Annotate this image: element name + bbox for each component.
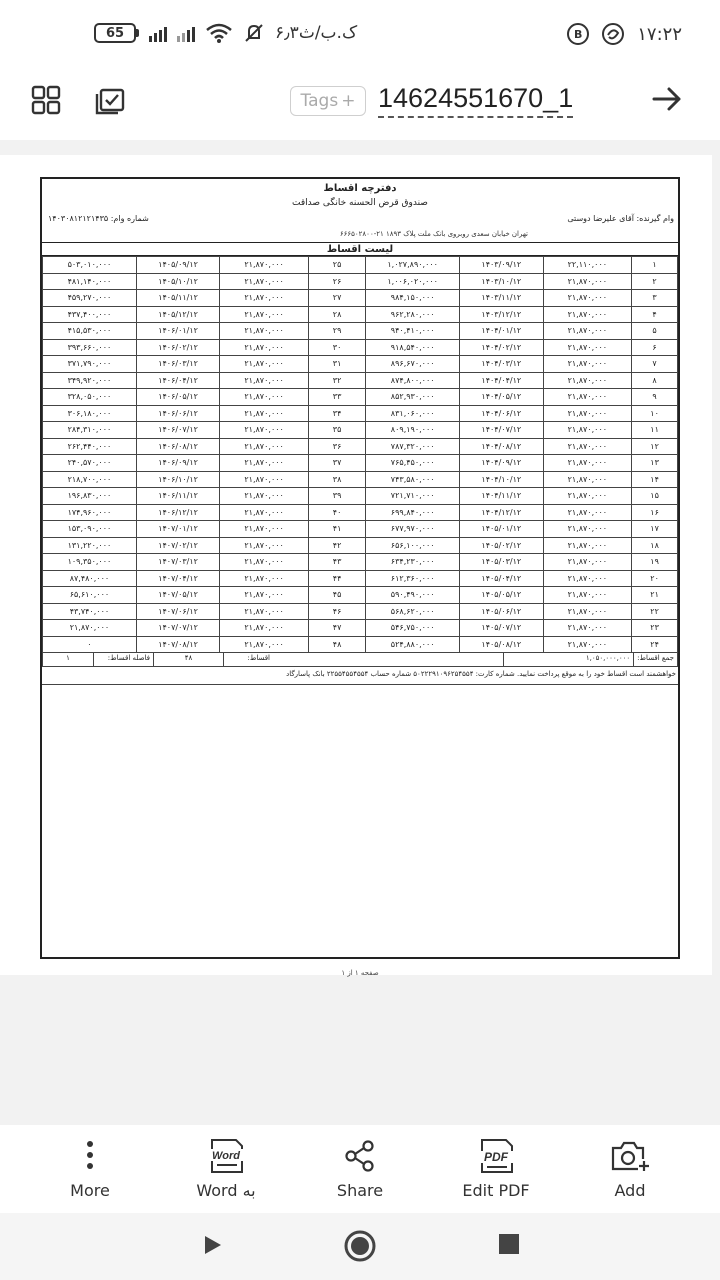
installment-no: ۸: [632, 372, 678, 389]
table-row: [43, 372, 678, 389]
installment-amount: ۲۱,۸۷۰,۰۰۰: [220, 339, 309, 356]
installment-no: ۴۲: [308, 537, 365, 554]
installment-amount: ۲۱,۸۷۰,۰۰۰: [543, 537, 632, 554]
signal-icon-2: [177, 24, 195, 42]
status-right: [567, 22, 682, 46]
notification-b-icon: B: [567, 23, 589, 45]
installment-amount: ۲۱,۸۷۰,۰۰۰: [543, 405, 632, 422]
installment-no: ۱: [632, 257, 678, 274]
due-date: ۱۴۰۴/۰۳/۱۲: [460, 356, 543, 373]
pdf-doc-icon: [476, 1139, 516, 1173]
table-row: [43, 389, 678, 406]
table-row: [43, 323, 678, 340]
installment-no: ۴۷: [308, 620, 365, 637]
summary-row: [42, 653, 678, 667]
table-row: [43, 620, 678, 637]
remaining-balance: ۸۷,۴۸۰,۰۰۰: [43, 570, 137, 587]
installment-no: ۴۶: [308, 603, 365, 620]
installment-amount: ۲۱,۸۷۰,۰۰۰: [220, 488, 309, 505]
remaining-balance: ۷۶۵,۴۵۰,۰۰۰: [366, 455, 460, 472]
installment-amount: ۲۱,۸۷۰,۰۰۰: [220, 372, 309, 389]
due-date: ۱۴۰۴/۰۸/۱۲: [460, 438, 543, 455]
battery-icon: [94, 23, 139, 43]
due-date: ۱۴۰۳/۱۰/۱۲: [460, 273, 543, 290]
due-date: ۱۴۰۶/۰۵/۱۲: [136, 389, 219, 406]
due-date: ۱۴۰۵/۱۱/۱۲: [136, 290, 219, 307]
system-nav-bar: [0, 1213, 720, 1280]
share-button[interactable]: [305, 1135, 415, 1200]
installment-no: ۴۸: [308, 636, 365, 653]
status-left: [94, 22, 357, 44]
count-value: ۴۸: [153, 653, 223, 666]
installment-amount: ۲۱,۸۷۰,۰۰۰: [220, 537, 309, 554]
installment-no: ۱۳: [632, 455, 678, 472]
due-date: ۱۴۰۶/۰۶/۱۲: [136, 405, 219, 422]
installment-no: ۱۰: [632, 405, 678, 422]
installment-amount: ۲۱,۸۷۰,۰۰۰: [543, 504, 632, 521]
due-date: ۱۴۰۴/۰۴/۱۲: [460, 372, 543, 389]
due-date: ۱۴۰۳/۱۲/۱۲: [460, 306, 543, 323]
remaining-balance: ۱۰۹,۳۵۰,۰۰۰: [43, 554, 137, 571]
payment-note: خواهشمند است اقساط خود را به موقع پرداخت نمایید. شماره کارت: ۵۰۲۲۲۹۱۰۹۶۲۵۴۵۵۴ شماره حساب ۲۲۵۵۴۵۵۴۵۵۴ بانک پاسارگاد: [42, 667, 678, 685]
add-label: Add: [614, 1181, 646, 1200]
page-number: صفحه ۱ از ۱: [341, 969, 379, 977]
table-row: [43, 554, 678, 571]
installment-no: ۳۸: [308, 471, 365, 488]
due-date: ۱۴۰۶/۰۸/۱۲: [136, 438, 219, 455]
remaining-balance: ۱۵۳,۰۹۰,۰۰۰: [43, 521, 137, 538]
remaining-balance: ۶۳۴,۲۳۰,۰۰۰: [366, 554, 460, 571]
remaining-balance: ۸۹۶,۶۷۰,۰۰۰: [366, 356, 460, 373]
installment-amount: ۲۱,۸۷۰,۰۰۰: [543, 339, 632, 356]
share-icon: [343, 1139, 377, 1173]
tags-button[interactable]: [290, 86, 366, 116]
remaining-balance: ۴۳۷,۴۰۰,۰۰۰: [43, 306, 137, 323]
remaining-balance: ۳۴۹,۹۲۰,۰۰۰: [43, 372, 137, 389]
installment-no: ۳۲: [308, 372, 365, 389]
installment-amount: ۲۲,۱۱۰,۰۰۰: [543, 257, 632, 274]
due-date: ۱۴۰۵/۰۱/۱۲: [460, 521, 543, 538]
remaining-balance: ۸۳۱,۰۶۰,۰۰۰: [366, 405, 460, 422]
installment-no: ۱۱: [632, 422, 678, 439]
remaining-balance: ۸۰۹,۱۹۰,۰۰۰: [366, 422, 460, 439]
gap-label: فاصله اقساط:: [93, 653, 153, 666]
due-date: ۱۴۰۶/۱۲/۱۲: [136, 504, 219, 521]
borrower-name: وام گیرنده: آقای علیرضا دوستی: [567, 214, 674, 223]
due-date: ۱۴۰۴/۱۰/۱۲: [460, 471, 543, 488]
remaining-balance: ۲۸۴,۳۱۰,۰۰۰: [43, 422, 137, 439]
installment-no: ۳۱: [308, 356, 365, 373]
due-date: ۱۴۰۷/۰۱/۱۲: [136, 521, 219, 538]
remaining-balance: ۸۷۴,۸۰۰,۰۰۰: [366, 372, 460, 389]
due-date: ۱۴۰۵/۰۴/۱۲: [460, 570, 543, 587]
document-viewer[interactable]: [0, 140, 720, 1125]
installment-amount: ۲۱,۸۷۰,۰۰۰: [220, 438, 309, 455]
installment-amount: ۲۱,۸۷۰,۰۰۰: [543, 471, 632, 488]
installment-amount: ۲۱,۸۷۰,۰۰۰: [220, 356, 309, 373]
installment-amount: ۲۱,۸۷۰,۰۰۰: [220, 471, 309, 488]
installment-no: ۳۷: [308, 455, 365, 472]
table-row: [43, 438, 678, 455]
installment-no: ۴۱: [308, 521, 365, 538]
installment-amount: ۲۱,۸۷۰,۰۰۰: [543, 603, 632, 620]
remaining-balance: ۹۶۲,۲۸۰,۰۰۰: [366, 306, 460, 323]
signal-icon: [149, 24, 167, 42]
gap-value: ۱: [66, 654, 70, 662]
loan-number: شماره وام: ۱۴۰۳۰۸۱۲۱۲۱۴۳۵: [48, 214, 149, 223]
installment-no: ۷: [632, 356, 678, 373]
recents-square-icon[interactable]: [498, 1233, 520, 1255]
due-date: ۱۴۰۴/۰۹/۱۲: [460, 455, 543, 472]
due-date: ۱۴۰۵/۰۷/۱۲: [460, 620, 543, 637]
doc-info-row: [42, 212, 678, 228]
remaining-balance: ۱۳۱,۲۲۰,۰۰۰: [43, 537, 137, 554]
remaining-balance: ۳۷۱,۷۹۰,۰۰۰: [43, 356, 137, 373]
installment-no: ۲: [632, 273, 678, 290]
clock: ۱۷:۲۲: [637, 23, 682, 45]
installment-no: ۴: [632, 306, 678, 323]
installment-amount: ۲۱,۸۷۰,۰۰۰: [543, 521, 632, 538]
battery-level: 65: [94, 23, 136, 43]
due-date: ۱۴۰۶/۰۴/۱۲: [136, 372, 219, 389]
installment-amount: ۲۱,۸۷۰,۰۰۰: [220, 389, 309, 406]
table-row: [43, 570, 678, 587]
remaining-balance: ۴۱۵,۵۳۰,۰۰۰: [43, 323, 137, 340]
installment-no: ۱۹: [632, 554, 678, 571]
installment-no: ۳۴: [308, 405, 365, 422]
select-pages-icon[interactable]: [94, 84, 126, 116]
remaining-balance: ۴۳,۷۴۰,۰۰۰: [43, 603, 137, 620]
remaining-balance: ۳۰۶,۱۸۰,۰۰۰: [43, 405, 137, 422]
doc-title: دفترچه اقساط: [323, 183, 397, 194]
installment-amount: ۲۱,۸۷۰,۰۰۰: [543, 438, 632, 455]
doc-address: تهران خیابان سعدی روبروی بانک ملت پلاک ۱۸۹۳ ۲۱-۶۶۶۵۰۲۸۰۰: [339, 230, 528, 238]
installment-no: ۴۵: [308, 587, 365, 604]
installment-table: [42, 256, 678, 653]
add-photo-icon: [610, 1139, 650, 1173]
doc-subtitle: صندوق قرض الحسنه خانگی صداقت: [292, 198, 428, 208]
installment-no: ۴۴: [308, 570, 365, 587]
due-date: ۱۴۰۵/۰۸/۱۲: [460, 636, 543, 653]
remaining-balance: ۶۵,۶۱۰,۰۰۰: [43, 587, 137, 604]
installment-no: ۵: [632, 323, 678, 340]
remaining-balance: ۶۵۶,۱۰۰,۰۰۰: [366, 537, 460, 554]
count-label: اقساط:: [223, 653, 273, 666]
installment-no: ۱۸: [632, 537, 678, 554]
installment-no: ۲۸: [308, 306, 365, 323]
due-date: ۱۴۰۵/۰۶/۱۲: [460, 603, 543, 620]
due-date: ۱۴۰۴/۰۷/۱۲: [460, 422, 543, 439]
remaining-balance: ۷۲۱,۷۱۰,۰۰۰: [366, 488, 460, 505]
installment-amount: ۲۱,۸۷۰,۰۰۰: [220, 405, 309, 422]
remaining-balance: ۲۶۲,۴۴۰,۰۰۰: [43, 438, 137, 455]
remaining-balance: ۴۵۹,۲۷۰,۰۰۰: [43, 290, 137, 307]
table-row: [43, 587, 678, 604]
installment-amount: ۲۱,۸۷۰,۰۰۰: [220, 554, 309, 571]
installment-amount: ۲۱,۸۷۰,۰۰۰: [220, 603, 309, 620]
due-date: ۱۴۰۷/۰۲/۱۲: [136, 537, 219, 554]
table-row: [43, 356, 678, 373]
installment-amount: ۲۱,۸۷۰,۰۰۰: [220, 587, 309, 604]
due-date: ۱۴۰۶/۰۲/۱۲: [136, 339, 219, 356]
to-word-button[interactable]: [171, 1135, 281, 1200]
installment-no: ۲۴: [632, 636, 678, 653]
installment-amount: ۲۱,۸۷۰,۰۰۰: [220, 504, 309, 521]
table-row: [43, 405, 678, 422]
installment-amount: ۲۱,۸۷۰,۰۰۰: [543, 587, 632, 604]
due-date: ۱۴۰۵/۱۰/۱۲: [136, 273, 219, 290]
remaining-balance: ۶۷۷,۹۷۰,۰۰۰: [366, 521, 460, 538]
installment-amount: ۲۱,۸۷۰,۰۰۰: [543, 306, 632, 323]
table-row: [43, 537, 678, 554]
due-date: ۱۴۰۴/۰۶/۱۲: [460, 405, 543, 422]
remaining-balance: ۴۸۱,۱۴۰,۰۰۰: [43, 273, 137, 290]
remaining-balance: ۵۴۶,۷۵۰,۰۰۰: [366, 620, 460, 637]
due-date: ۱۴۰۷/۰۶/۱۲: [136, 603, 219, 620]
installment-amount: ۲۱,۸۷۰,۰۰۰: [220, 290, 309, 307]
installment-amount: ۲۱,۸۷۰,۰۰۰: [220, 455, 309, 472]
installment-amount: ۲۱,۸۷۰,۰۰۰: [543, 570, 632, 587]
installment-no: ۲۱: [632, 587, 678, 604]
edit-pdf-button[interactable]: [441, 1135, 551, 1200]
remaining-balance: ۷۸۷,۳۲۰,۰۰۰: [366, 438, 460, 455]
table-row: [43, 488, 678, 505]
document-page: [0, 155, 712, 975]
remaining-balance: ۵۹۰,۴۹۰,۰۰۰: [366, 587, 460, 604]
table-row: [43, 521, 678, 538]
installment-no: ۱۲: [632, 438, 678, 455]
remaining-balance: ۳۹۳,۶۶۰,۰۰۰: [43, 339, 137, 356]
installment-amount: ۲۱,۸۷۰,۰۰۰: [543, 290, 632, 307]
installment-amount: ۲۱,۸۷۰,۰۰۰: [543, 422, 632, 439]
installment-no: ۲۳: [632, 620, 678, 637]
installment-booklet: [40, 177, 680, 959]
due-date: ۱۴۰۴/۰۲/۱۲: [460, 339, 543, 356]
tags-label: Tags: [300, 91, 339, 111]
installment-no: ۳۰: [308, 339, 365, 356]
installment-amount: ۲۱,۸۷۰,۰۰۰: [220, 521, 309, 538]
table-row: [43, 290, 678, 307]
edit-pdf-label: Edit PDF: [462, 1181, 530, 1200]
installment-amount: ۲۱,۸۷۰,۰۰۰: [220, 273, 309, 290]
app-notification-icon: [601, 22, 625, 46]
more-label: More: [70, 1181, 110, 1200]
due-date: ۱۴۰۶/۱۱/۱۲: [136, 488, 219, 505]
due-date: ۱۴۰۵/۰۵/۱۲: [460, 587, 543, 604]
remaining-balance: ۲۱۸,۷۰۰,۰۰۰: [43, 471, 137, 488]
table-row: [43, 455, 678, 472]
installment-no: ۲۹: [308, 323, 365, 340]
share-label: Share: [336, 1181, 384, 1200]
installment-amount: ۲۱,۸۷۰,۰۰۰: [220, 422, 309, 439]
remaining-balance: ۶۱۲,۳۶۰,۰۰۰: [366, 570, 460, 587]
due-date: ۱۴۰۶/۰۱/۱۲: [136, 323, 219, 340]
installment-no: ۴۳: [308, 554, 365, 571]
installment-amount: ۲۱,۸۷۰,۰۰۰: [543, 620, 632, 637]
remaining-balance: ۵۰۳,۰۱۰,۰۰۰: [43, 257, 137, 274]
installment-amount: ۲۱,۸۷۰,۰۰۰: [220, 306, 309, 323]
table-row: [43, 504, 678, 521]
due-date: ۱۴۰۴/۱۱/۱۲: [460, 488, 543, 505]
due-date: ۱۴۰۶/۰۳/۱۲: [136, 356, 219, 373]
more-vertical-icon: [75, 1139, 105, 1173]
due-date: ۱۴۰۳/۱۱/۱۲: [460, 290, 543, 307]
remaining-balance: ۱۹۶,۸۳۰,۰۰۰: [43, 488, 137, 505]
remaining-balance: ۷۴۳,۵۸۰,۰۰۰: [366, 471, 460, 488]
installment-no: ۲۵: [308, 257, 365, 274]
word-icon-text: Word: [212, 1150, 240, 1162]
installment-amount: ۲۱,۸۷۰,۰۰۰: [220, 636, 309, 653]
installment-no: ۲۶: [308, 273, 365, 290]
table-row: [43, 306, 678, 323]
installment-no: ۱۶: [632, 504, 678, 521]
remaining-balance: ۹۱۸,۵۴۰,۰۰۰: [366, 339, 460, 356]
table-row: [43, 603, 678, 620]
installment-amount: ۲۱,۸۷۰,۰۰۰: [220, 570, 309, 587]
table-row: [43, 257, 678, 274]
installment-amount: ۲۱,۸۷۰,۰۰۰: [543, 372, 632, 389]
back-triangle-icon[interactable]: [202, 1233, 224, 1257]
installment-no: ۳: [632, 290, 678, 307]
installment-no: ۱۷: [632, 521, 678, 538]
installment-no: ۹: [632, 389, 678, 406]
remaining-balance: ۹۸۴,۱۵۰,۰۰۰: [366, 290, 460, 307]
table-row: [43, 471, 678, 488]
installment-amount: ۲۱,۸۷۰,۰۰۰: [543, 323, 632, 340]
action-bar: [0, 1125, 720, 1213]
installment-amount: ۲۱,۸۷۰,۰۰۰: [543, 488, 632, 505]
installment-amount: ۲۱,۸۷۰,۰۰۰: [220, 620, 309, 637]
document-filename[interactable]: 14624551670_1: [378, 80, 573, 118]
remaining-balance: ۵۲۴,۸۸۰,۰۰۰: [366, 636, 460, 653]
due-date: ۱۴۰۷/۰۸/۱۲: [136, 636, 219, 653]
installment-amount: ۲۱,۸۷۰,۰۰۰: [543, 554, 632, 571]
due-date: ۱۴۰۴/۰۵/۱۲: [460, 389, 543, 406]
due-date: ۱۴۰۵/۰۳/۱۲: [460, 554, 543, 571]
installment-amount: ۲۱,۸۷۰,۰۰۰: [543, 356, 632, 373]
due-date: ۱۴۰۴/۱۲/۱۲: [460, 504, 543, 521]
home-circle-icon[interactable]: [344, 1230, 376, 1262]
remaining-balance: ۹۴۰,۴۱۰,۰۰۰: [366, 323, 460, 340]
mute-icon: [243, 22, 265, 44]
due-date: ۱۴۰۷/۰۵/۱۲: [136, 587, 219, 604]
table-row: [43, 422, 678, 439]
word-label: Word: [196, 1181, 238, 1200]
due-date: ۱۴۰۶/۱۰/۱۲: [136, 471, 219, 488]
due-date: ۱۴۰۵/۰۲/۱۲: [460, 537, 543, 554]
due-date: ۱۴۰۵/۱۲/۱۲: [136, 306, 219, 323]
status-bar: [0, 0, 720, 66]
sum-label: جمع اقساط:: [633, 653, 677, 666]
table-row: [43, 636, 678, 653]
due-date: ۱۴۰۶/۰۹/۱۲: [136, 455, 219, 472]
table-row: [43, 273, 678, 290]
wifi-icon: [205, 22, 233, 44]
table-row: [43, 339, 678, 356]
remaining-balance: ۲۴۰,۵۷۰,۰۰۰: [43, 455, 137, 472]
word-doc-icon: [206, 1139, 246, 1173]
remaining-balance: ۸۵۲,۹۳۰,۰۰۰: [366, 389, 460, 406]
add-button[interactable]: [575, 1135, 685, 1200]
remaining-balance: ۳۲۸,۰۵۰,۰۰۰: [43, 389, 137, 406]
installment-no: ۳۹: [308, 488, 365, 505]
due-date: ۱۴۰۷/۰۴/۱۲: [136, 570, 219, 587]
remaining-balance: ۶۹۹,۸۴۰,۰۰۰: [366, 504, 460, 521]
installment-list-title: لیست اقساط: [42, 242, 678, 256]
installment-no: ۳۶: [308, 438, 365, 455]
plus-icon: +: [341, 91, 356, 111]
remaining-balance: ۱,۰۲۷,۸۹۰,۰۰۰: [366, 257, 460, 274]
more-button[interactable]: [35, 1135, 145, 1200]
pdf-icon-text: PDF: [484, 1150, 508, 1164]
due-date: ۱۴۰۷/۰۷/۱۲: [136, 620, 219, 637]
installment-no: ۴۰: [308, 504, 365, 521]
sum-value: ۱,۰۵۰,۰۰۰,۰۰۰: [503, 653, 633, 666]
word-prefix: به: [242, 1181, 256, 1200]
installment-no: ۶: [632, 339, 678, 356]
installment-amount: ۲۱,۸۷۰,۰۰۰: [220, 323, 309, 340]
grid-view-icon[interactable]: [30, 84, 62, 116]
installment-no: ۲۲: [632, 603, 678, 620]
remaining-balance: ۱۷۴,۹۶۰,۰۰۰: [43, 504, 137, 521]
installment-amount: ۲۱,۸۷۰,۰۰۰: [543, 273, 632, 290]
arrow-right-icon[interactable]: [650, 82, 684, 116]
installment-no: ۱۵: [632, 488, 678, 505]
installment-no: ۲۷: [308, 290, 365, 307]
remaining-balance: ۵۶۸,۶۲۰,۰۰۰: [366, 603, 460, 620]
installment-amount: ۲۱,۸۷۰,۰۰۰: [220, 257, 309, 274]
remaining-balance: ۱,۰۰۶,۰۲۰,۰۰۰: [366, 273, 460, 290]
installment-amount: ۲۱,۸۷۰,۰۰۰: [543, 636, 632, 653]
installment-no: ۱۴: [632, 471, 678, 488]
due-date: ۱۴۰۷/۰۳/۱۲: [136, 554, 219, 571]
installment-amount: ۲۱,۸۷۰,۰۰۰: [543, 389, 632, 406]
remaining-balance: ۰: [43, 636, 137, 653]
installment-no: ۳۳: [308, 389, 365, 406]
due-date: ۱۴۰۶/۰۷/۱۲: [136, 422, 219, 439]
installment-no: ۳۵: [308, 422, 365, 439]
installment-no: ۲۰: [632, 570, 678, 587]
due-date: ۱۴۰۳/۰۹/۱۲: [460, 257, 543, 274]
remaining-balance: ۲۱,۸۷۰,۰۰۰: [43, 620, 137, 637]
installment-amount: ۲۱,۸۷۰,۰۰۰: [543, 455, 632, 472]
due-date: ۱۴۰۴/۰۱/۱۲: [460, 323, 543, 340]
due-date: ۱۴۰۵/۰۹/۱۲: [136, 257, 219, 274]
network-speed: ۶٫۳ک.ب/ث: [275, 23, 358, 43]
